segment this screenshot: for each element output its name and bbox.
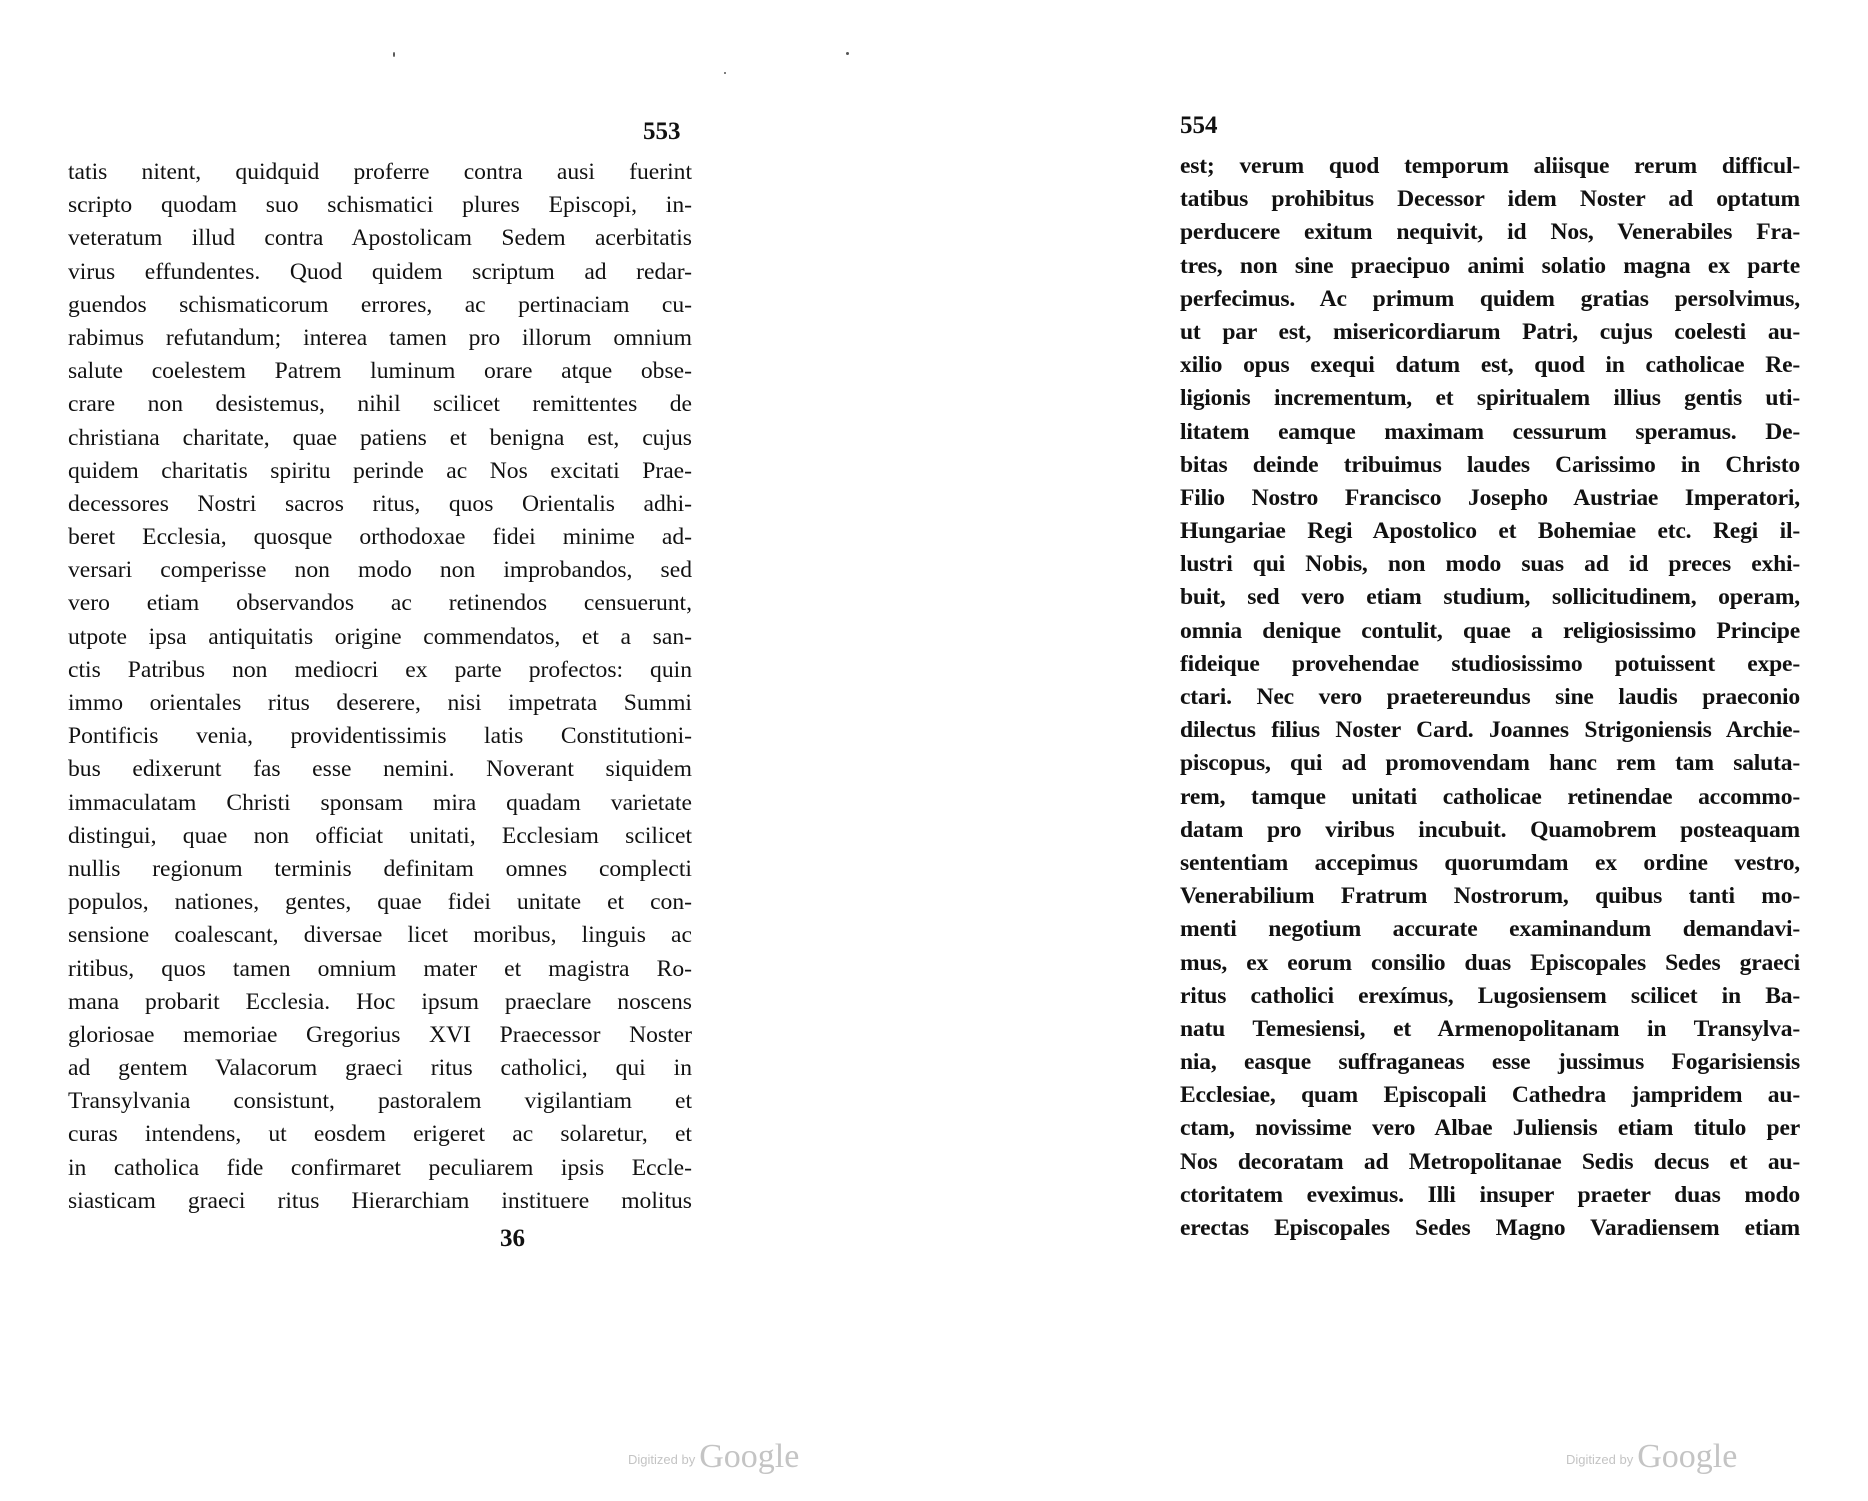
text-line: est; verum quod temporum aliisque rerum difficul- (1180, 153, 1800, 179)
google-logo: Google (699, 1438, 800, 1475)
text-line: scripto quodam suo schismatici plures Episcopi, in- (68, 192, 692, 219)
text-line: tatis nitent, quidquid proferre contra ausi fuerint (68, 159, 692, 185)
text-line: crare non desistemus, nihil scilicet remittentes de (68, 391, 692, 418)
text-line: Pontificis venia, providentissimis latis Constitutioni- (68, 723, 692, 750)
text-line: ctoritatem eveximus. Illi insuper praeter duas modo (1180, 1181, 1800, 1208)
text-line: guendos schismaticorum errores, ac pertinaciam cu- (68, 291, 692, 318)
text-line: tatibus prohibitus Decessor idem Noster ad optatum (1180, 186, 1800, 213)
text-line: beret Ecclesia, quosque orthodoxae fidei minime ad- (68, 524, 692, 551)
text-line: versari comperisse non modo non improbandos, sed (68, 557, 692, 584)
page-number: 553 (643, 118, 681, 145)
text-line: immo orientales ritus deserere, nisi impetrata Summi (68, 690, 692, 716)
text-line: nullis regionum terminis definitam omnes complecti (68, 855, 692, 882)
text-line: christiana charitate, quae patiens et benigna est, cujus (68, 424, 692, 451)
text-line: litatem eamque maximam cessurum speramus. De- (1180, 418, 1800, 445)
text-line: Filio Nostro Francisco Josepho Austriae Imperatori, (1180, 484, 1800, 511)
signature-mark: 36 (500, 1225, 525, 1252)
text-line: in catholica fide confirmaret peculiarem ipsis Eccle- (68, 1154, 692, 1181)
text-line: perfecimus. Ac primum quidem gratias persolvimus, (1180, 285, 1800, 312)
text-line: immaculatam Christi sponsam mira quadam varietate (68, 789, 692, 816)
text-line: veteratum illud contra Apostolicam Sedem acerbitatis (68, 225, 692, 252)
text-block (1180, 150, 1800, 1245)
text-line: dilectus filius Noster Card. Joannes Strigoniensis Archie- (1180, 717, 1800, 744)
text-line: tres, non sine praecipuo animi solatio magna ex parte (1180, 252, 1800, 279)
text-line: erectas Episcopales Sedes Magno Varadiensem etiam (1180, 1215, 1800, 1241)
text-line: sententiam accepimus quorumdam ex ordine vestro, (1180, 849, 1800, 876)
text-line: menti negotium accurate examinandum demandavi- (1180, 916, 1800, 943)
text-line: bus edixerunt fas esse nemini. Noverant siquidem (68, 756, 692, 783)
text-line: fideique provehendae studiosissimo potuissent expe- (1180, 650, 1800, 677)
text-line: virus effundentes. Quod quidem scriptum ad redar- (68, 258, 692, 285)
text-line: siasticam graeci ritus Hierarchiam instituere molitus (68, 1187, 692, 1214)
text-line: rabimus refutandum; interea tamen pro illorum omnium (68, 324, 692, 351)
text-line: Ecclesiae, quam Episcopali Cathedra jampridem au- (1180, 1082, 1800, 1109)
text-line: ritus catholici erexímus, Lugosiensem scilicet in Ba- (1180, 982, 1800, 1009)
google-logo: Google (1637, 1438, 1738, 1475)
text-line: populos, nationes, gentes, quae fidei unitate et con- (68, 889, 692, 916)
right-page (934, 0, 1868, 1501)
text-line: ut par est, misericordiarum Patri, cujus coelesti au- (1180, 318, 1800, 345)
text-line: Transylvania consistunt, pastoralem vigilantiam et (68, 1088, 692, 1115)
text-line: datam pro viribus incubuit. Quamobrem posteaquam (1180, 816, 1800, 843)
text-line: salute coelestem Patrem luminum orare atque obse- (68, 358, 692, 385)
text-line: Venerabilium Fratrum Nostrorum, quibus tanti mo- (1180, 883, 1800, 910)
text-line: bitas deinde tribuimus laudes Carissimo in Christo (1180, 451, 1800, 478)
text-line: distingui, quae non officiat unitati, Ecclesiam scilicet (68, 822, 692, 849)
text-block (68, 156, 692, 1218)
text-line: piscopus, qui ad promovendam hanc rem tam saluta- (1180, 750, 1800, 777)
watermark-prefix: Digitized by (1566, 1452, 1634, 1467)
text-line: xilio opus exequi datum est, quod in catholicae Re- (1180, 352, 1800, 379)
scan-speck (393, 52, 395, 57)
text-line: decessores Nostri sacros ritus, quos Orientalis adhi- (68, 490, 692, 517)
text-line: rem, tamque unitati catholicae retinendae accommo- (1180, 783, 1800, 810)
text-line: vero etiam observandos ac retinendos censuerunt, (68, 590, 692, 617)
text-line: Nos decoratam ad Metropolitanae Sedis decus et au- (1180, 1148, 1800, 1175)
page-number: 554 (1180, 112, 1218, 139)
text-line: ritibus, quos tamen omnium mater et magistra Ro- (68, 955, 692, 982)
google-watermark (628, 1438, 799, 1476)
text-line: ad gentem Valacorum graeci ritus catholici, qui in (68, 1055, 692, 1082)
text-line: ligionis incrementum, et spiritualem illius gentis uti- (1180, 385, 1800, 412)
text-line: lustri qui Nobis, non modo suas ad id preces exhi- (1180, 551, 1800, 578)
text-line: mana probarit Ecclesia. Hoc ipsum praeclare noscens (68, 988, 692, 1015)
text-line: buit, sed vero etiam studium, sollicitudinem, operam, (1180, 584, 1800, 611)
text-line: perducere exitum nequivit, id Nos, Venerabiles Fra- (1180, 219, 1800, 246)
text-line: natu Temesiensi, et Armenopolitanam in Transylva- (1180, 1015, 1800, 1042)
text-line: Hungariae Regi Apostolico et Bohemiae etc. Regi il- (1180, 518, 1800, 545)
text-line: ctam, novissime vero Albae Juliensis etiam titulo per (1180, 1115, 1800, 1142)
google-watermark (1566, 1438, 1737, 1476)
text-line: ctis Patribus non mediocri ex parte profectos: quin (68, 656, 692, 683)
text-line: quidem charitatis spiritu perinde ac Nos excitati Prae- (68, 457, 692, 484)
text-line: ctari. Nec vero praetereundus sine laudis praeconio (1180, 684, 1800, 710)
text-line: sensione coalescant, diversae licet moribus, linguis ac (68, 922, 692, 949)
scan-speck (724, 72, 726, 74)
text-line: gloriosae memoriae Gregorius XVI Praecessor Noster (68, 1021, 692, 1048)
text-line: curas intendens, ut eosdem erigeret ac solaretur, et (68, 1121, 692, 1148)
text-line: utpote ipsa antiquitatis origine commendatos, et a san- (68, 623, 692, 650)
scan-speck (846, 52, 849, 55)
text-line: mus, ex eorum consilio duas Episcopales Sedes graeci (1180, 949, 1800, 976)
text-line: nia, easque suffraganeas esse jussimus Fogarisiensis (1180, 1049, 1800, 1076)
text-line: omnia denique contulit, quae a religiosissimo Principe (1180, 617, 1800, 644)
watermark-prefix: Digitized by (628, 1452, 696, 1467)
